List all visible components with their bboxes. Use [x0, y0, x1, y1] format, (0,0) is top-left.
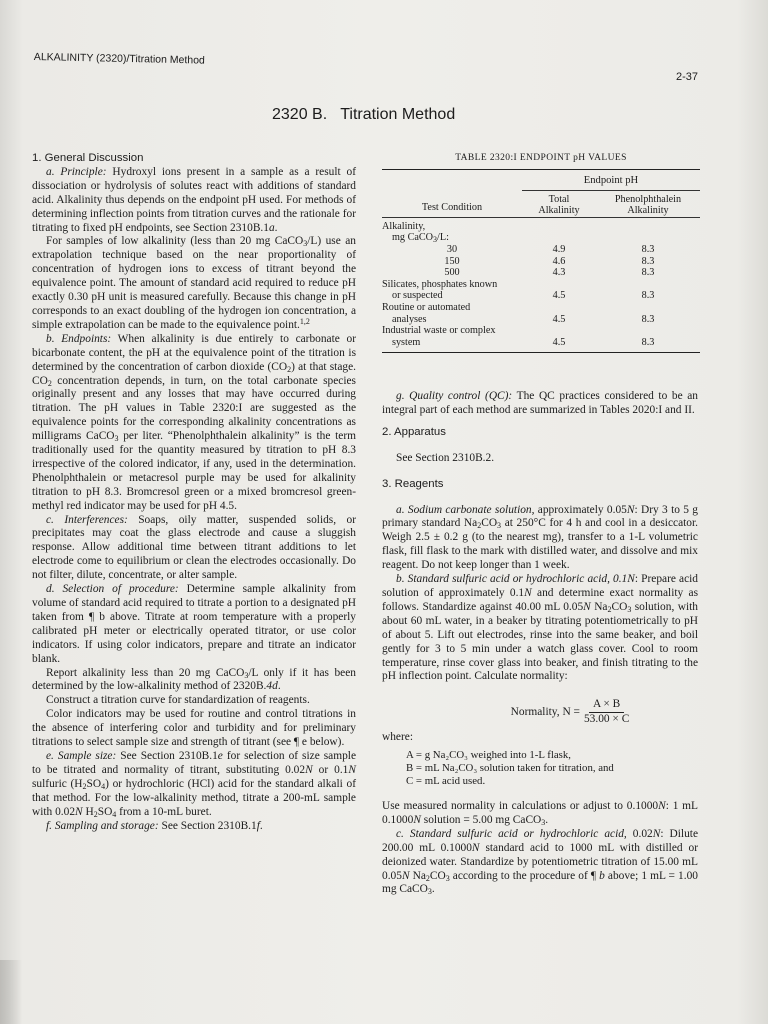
text-rc-4: Na — [409, 869, 426, 882]
text-endpoints-2: ) at that stage. CO — [32, 360, 356, 387]
text-principle: Hydroxyl ions present in a sample as a result of dissociation or hydrolysis of solutes react with additions of standard acid. Alkalinity thus depends on the endpoint pH used. For methods of determining inflection points from titration curves and the rationale for titrating to fixed pH endpoints, see Section 2310B.1 — [32, 165, 356, 234]
text-ra-4: at 250°C for 4 h and cool in a desiccator. Weigh 2.5 ± 0.2 g (to the nearest mg), transfer to a 1-L volumetric flask, fill flask to the mark with distilled water, and dissolve and mix reagent. Do not keep longer than 1 week. — [382, 517, 698, 572]
ref-principle: a — [268, 221, 275, 234]
text-rc-9: . — [431, 883, 435, 896]
cell-phenol: 8.3 — [641, 313, 655, 325]
para-endpoints: b. Endpoints: When alkalinity is due entirely to carbonate or bicarbonate content, the pH at the equivalence point of the titration is determined by the concentration of carbon dioxide $(CO_2)$ at that stage. $CO_2$ concentration depends, in turn, on the total carbonate species originally present and any losses that may have occurred during titration. The pH values in Table 2320:I are suggested as the equivalence points for the corresponding alkalinity concentrations as milligrams CaCO$_3$ per liter. “Phenolphthalein alkalinity” is the term traditionally used for the quantity measured by titration to pH 8.3 irrespective of the colored indicator, if any, used in the determination. Phenolphthalein or metacresol purple may be used for alkalinity titration to pH 8.3. Bromcresol green or a mixed bromcresol green-methyl red indicator may be used for pH 4.5. — [32, 332, 356, 512]
text-rb-5: solution, with about 60 mL water, in a beaker by titrating potentiometrically to pH of about 5. Lift out electrodes, rinse into the same beaker, and boil gently for 3 to 5 min under a watch glass cover. Cool to room temperature, rinse cover glass into beaker, and finish titrating to the pH inflection point. Calculate normality: — [382, 600, 698, 683]
header-phenol-2: Alkalinity — [627, 205, 669, 217]
cell-phenol: 8.3 — [641, 243, 655, 255]
text-ss-9: from a 10-mL buret. — [116, 805, 212, 818]
citation-sup: 1,2 — [299, 316, 310, 326]
table-caption: TABLE 2320:I ENDPOINT pH VALUES — [455, 153, 627, 163]
cell-phenol: 8.3 — [641, 336, 655, 348]
header-total-1: Total — [548, 193, 570, 205]
cell-total: 4.6 — [552, 255, 566, 267]
text-use-1: Use measured normality in calculations or adjust to 0.1000 — [382, 800, 659, 813]
cond-silicates-2: or suspected — [392, 290, 443, 302]
label-qc: g. Quality control (QC): — [396, 390, 513, 402]
text-low-2: /L) use an extrapolation technique based on the near proportionality of concentration of hydrogen ions to excess of titrant beyond the equivalence point. The amount of standard acid required to reduce pH exactly 0.30 pH unit is measured carefully. Because this change in pH corresponds to an exact doubling of the hydrogen ion concentration, a simple extrapolation can be made to the equivalence point. — [32, 235, 356, 331]
text-interferences: Soaps, oily matter, suspended solids, or precipitates may coat the glass electrode and cause a sluggish response. Allow additional time between titrant additions to let electrode come to equilibrium or clean the electrodes occasionally. Do not filter, dilute, concentrate, or alter sample. — [32, 513, 356, 582]
cell-condition — [382, 325, 522, 353]
text-ra-2: : Dry 3 to 5 g primary standard Na — [382, 503, 698, 530]
cond-silicates-1: Silicates, phosphates known — [382, 278, 498, 290]
heading-general-discussion: 1. General Discussion — [32, 152, 144, 164]
text-rc-1: 0.02 — [626, 827, 653, 840]
cell-conc: 150 — [444, 255, 460, 267]
cell-phenol: 8.3 — [641, 255, 655, 267]
table-body — [382, 169, 700, 353]
para-principle — [32, 166, 356, 236]
para-quality-control — [382, 390, 698, 418]
table-group-header: Endpoint pH — [583, 175, 639, 186]
label-sample-size: e. Sample size: — [46, 749, 117, 762]
section-title: 2320 B. Titration Method — [272, 106, 456, 123]
text-rb-4: CO — [611, 600, 628, 613]
cell-conc: 30 — [446, 243, 458, 255]
text-sampling: See Section 2310B.1 — [158, 819, 257, 832]
cell-total: 4.9 — [552, 243, 566, 255]
text-rb-2: and determine exact normality as follows. Standardize against 40.00 mL 0.05 — [382, 586, 699, 613]
header-total-2: Alkalinity — [538, 205, 580, 217]
text-ss-7: H — [82, 805, 94, 818]
label-sampling: f. Sampling and storage: — [46, 819, 159, 832]
para-apparatus: See Section 2310B.2. — [396, 451, 495, 464]
text-report-1: Report alkalinity less than 20 mg CaCO — [46, 666, 245, 679]
cond-industrial-1: Industrial waste or complex — [382, 325, 496, 337]
formula-numerator: A × B — [589, 698, 624, 713]
text-ss-8: SO — [97, 805, 113, 818]
para-standard-acid-01: b. Standard sulfuric acid or hydrochloric acid, 0.1N: Prepare acid solution of approximately 0.1N and determine exact normality as follows. Standardize against 40.00 mL 0.05N $Na_2CO_3$ solution, with about 60 mL water, in a beaker by titrating potentiometrically to pH of about 5. Lift out electrodes, rinse into the same beaker, and boil gently for 3 to 5 min under a watch glass cover. Cool to room temperature, rinse cover glass into beaker, and finish titrating to the pH inflection point. Calculate normality: — [382, 573, 699, 683]
ref-sampling: f — [256, 819, 260, 832]
text-use-4: . — [545, 813, 549, 826]
ref-report: 4d — [266, 680, 278, 693]
table-row — [382, 302, 700, 325]
table-row — [382, 267, 700, 279]
label-standard-acid-01: b. Standard sulfuric acid or hydrochloric acid, 0.1 — [396, 573, 628, 586]
alk-label-2a: mg CaCO — [392, 232, 434, 244]
where-label: where: — [382, 731, 413, 744]
cond-routine-1: Routine or automated — [382, 301, 471, 313]
formula-denominator: 53.00 × C — [583, 713, 630, 726]
text-rb-3: Na — [590, 600, 608, 613]
text-ss-1: See Section 2310B.1 — [116, 749, 218, 762]
para-standard-acid-002: c. Standard sulfuric acid or hydrochloric acid, 0.02N: Dilute 200.00 mL 0.1000N standard acid to 1000 mL with distilled or deionized water. Standardize by potentiometric titration of 15.00 mL 0.05N $Na_2CO_3$ according to the procedure of ¶ b above; 1 mL = 1.00 mg CaCO$_3$. — [382, 827, 698, 897]
text-principle-end: . — [274, 221, 278, 234]
text-endpoints-4: per liter. “Phenolphthalein alkalinity” is the term traditionally used for the quantity measured by titration to pH 8.3 irrespective of the colored indicator, if any, used in the determination. Phenolphthalein or metacresol purple may be used for alkalinity titration to pH 8.3. Bromcresol green or a mixed bromcresol green-methyl red indicator may be used for pH 4.5. — [32, 430, 356, 512]
formula-fraction — [584, 698, 629, 727]
text-rb-1: : Prepare acid solution of approximately 0.1 — [382, 573, 698, 599]
text-rc-8: above; 1 mL = 1.00 mg CaCO — [382, 869, 698, 896]
normality-formula — [442, 698, 698, 727]
cell-condition — [382, 279, 522, 302]
text-qc: The QC practices considered to be an integral part of each method are summarized in Tables 2020:I and II. — [382, 390, 699, 416]
label-principle: a. Principle: — [46, 165, 107, 178]
header-phenol-alkalinity — [596, 190, 700, 217]
text-sampling-end: . — [259, 819, 263, 832]
para-report: Report alkalinity less than 20 mg CaCO$_3$/L only if it has been determined by the low-alkalinity method of 2320B.4d. — [32, 666, 356, 693]
alk-label-1: Alkalinity, — [382, 220, 426, 232]
text-ss-2: for selection of size sample to be titrated and normality of titrant, substituting 0.02 — [32, 749, 357, 776]
cell-condition — [382, 302, 522, 325]
para-use-normality: Use measured normality in calculations or adjust to 0.1000N: 1 mL 0.1000N solution = 5.00 mg CaCO$_3$. — [382, 800, 698, 827]
text-use-2: : 1 mL 0.1000 — [382, 800, 698, 826]
para-construct: Construct a titration curve for standardization of reagents. — [46, 694, 310, 707]
page-number: 2-37 — [676, 71, 699, 83]
para-sample-size: e. Sample size: See Section 2310B.1e for selection of size sample to be titrated and normality of titrant, substituting 0.02N or 0.1N sulfuric $(H_2SO_4)$ or hydrochloric (HCl) acid for the standard alkali of that method. For the low-alkalinity method, titrate a 200-mL sample with 0.02N $H_2SO_4$ from a 10-mL buret. — [32, 749, 357, 819]
row-alkalinity-label — [382, 217, 522, 244]
formula-lhs: Normality, N = — [510, 705, 580, 718]
page-curl-shadow — [0, 960, 22, 1024]
cell-phenol: 8.3 — [641, 267, 655, 279]
running-head: ALKALINITY (2320)/Titration Method — [33, 51, 205, 67]
def-b: B = mL Na₂CO₃ solution taken for titration, and — [406, 762, 614, 775]
text-rc-6: according to the procedure of ¶ — [449, 869, 600, 882]
text-ss-6: ) or hydrochloric (HCl) acid for the standard alkali of that method. For the low-alkalinity method, titrate a 200-mL sample with 0.02 — [32, 777, 356, 818]
cond-industrial-2: system — [392, 336, 421, 348]
text-use-3: solution = 5.00 mg CaCO — [420, 813, 542, 826]
alk-label-2: mg CaCO$_3$/L: — [392, 232, 449, 245]
table-row — [382, 325, 700, 353]
text-rc-3: standard acid to 1000 mL with distilled or deionized water. Standardize by potentiometric titration of 15.00 mL 0.05 — [382, 841, 698, 882]
table-row — [382, 279, 700, 302]
text-report-end: . — [277, 680, 281, 693]
cell-total: 4.5 — [552, 290, 566, 302]
text-ss-4: sulfuric (H — [32, 777, 83, 790]
cell-total: 4.3 — [552, 267, 566, 279]
label-standard-acid-002: c. Standard sulfuric acid or hydrochloric acid, — [396, 827, 627, 840]
text-ss-5: SO — [86, 777, 102, 790]
text-rc-5: CO — [429, 869, 446, 882]
heading-reagents: 3. Reagents — [382, 477, 444, 490]
table-row — [382, 256, 700, 268]
def-a: A = g Na₂CO₃ weighed into 1-L flask, — [406, 749, 571, 762]
cell-phenol: 8.3 — [641, 290, 655, 302]
ref-ss: e — [217, 749, 223, 762]
text-low-1: For samples of low alkalinity (less than 20 mg CaCO — [46, 235, 304, 248]
heading-apparatus: 2. Apparatus — [382, 425, 446, 438]
label-interferences: c. Interferences: — [46, 513, 128, 526]
label-sodium-carbonate: a. Sodium carbonate solution, — [396, 503, 535, 516]
para-low-alkalinity: For samples of low alkalinity (less than 20 mg CaCO$_3$/L) use an extrapolation technique based on the near proportionality of concentration of hydrogen ions to excess of titrant beyond the equivalence point. The amount of standard acid required to reduce pH exactly 0.30 pH unit is measured carefully. Because this change in pH corresponds to an exact doubling of the hydrogen ion concentration, a simple extrapolation can be made to the equivalence point.$^{1,2}$ — [32, 235, 356, 331]
table-row — [382, 244, 700, 256]
left-column — [32, 152, 356, 833]
header-total-alkalinity — [522, 190, 596, 217]
text-selection: Determine sample alkalinity from volume of standard acid required to titrate a portion to a designated pH taken from ¶ b above. Titrate at room temperature with a properly calibrated pH meter or electrically operated titrator, or use color indicators. If using color indicators, prepare and titrate an indicator blank. — [32, 583, 356, 665]
label-selection: d. Selection of procedure: — [46, 583, 179, 596]
para-interferences — [32, 514, 356, 584]
cell-total: 4.5 — [552, 313, 566, 325]
para-sampling — [32, 820, 356, 834]
cell-total: 4.5 — [552, 336, 566, 348]
ref-rc: b — [599, 869, 605, 882]
text-endpoints-1: When alkalinity is due entirely to carbonate or bicarbonate content, the pH at the equivalence point of the titration is determined by the concentration of carbon dioxide (CO — [32, 332, 356, 373]
def-c: C = mL acid used. — [406, 775, 486, 788]
para-sodium-carbonate: a. Sodium carbonate solution, approximately 0.05N: Dry 3 to 5 g primary standard $Na_2CO_3$ at 250°C for 4 h and cool in a desiccator. Weigh 2.5 ± 0.2 g (to the nearest mg), transfer to a 1-L volumetric flask, fill flask to the mark with distilled water, and dissolve and mix reagent. Do not keep longer than 1 week. — [382, 503, 698, 572]
endpoint-ph-table — [382, 153, 700, 353]
text-ra-1: approximately 0.05 — [534, 503, 627, 516]
para-selection — [32, 583, 356, 666]
alk-label-2b: /L: — [437, 232, 449, 244]
para-color-indicators: Color indicators may be used for routine and control titrations in the absence of interfering color and turbidity and for preliminary titrations to select sample size and strength of titrant (see ¶ e below). — [32, 708, 356, 749]
right-column — [382, 390, 698, 897]
cell-conc: 500 — [444, 267, 460, 279]
text-endpoints-3: concentration depends, in turn, on the total carbonate species originally present and any losses that may have occurred during titration. The pH values in Table 2320:I are suggested as the equivalence points for the corresponding alkalinity concentrations as milligrams CaCO — [32, 374, 356, 443]
header-phenol-1: Phenolphthalein — [614, 193, 682, 205]
text-ra-3: CO — [481, 517, 498, 530]
text-report-2: /L only if it has been determined by the low-alkalinity method of 2320B. — [32, 666, 356, 693]
text-ss-3: or 0.1 — [312, 763, 349, 776]
header-test-condition: Test Condition — [421, 202, 483, 214]
cond-routine-2: analyses — [392, 313, 427, 325]
text-rc-2: : Dilute 200.00 mL 0.1000 — [382, 827, 698, 854]
formula-definitions — [406, 749, 698, 788]
label-endpoints: b. Endpoints: — [46, 332, 112, 345]
